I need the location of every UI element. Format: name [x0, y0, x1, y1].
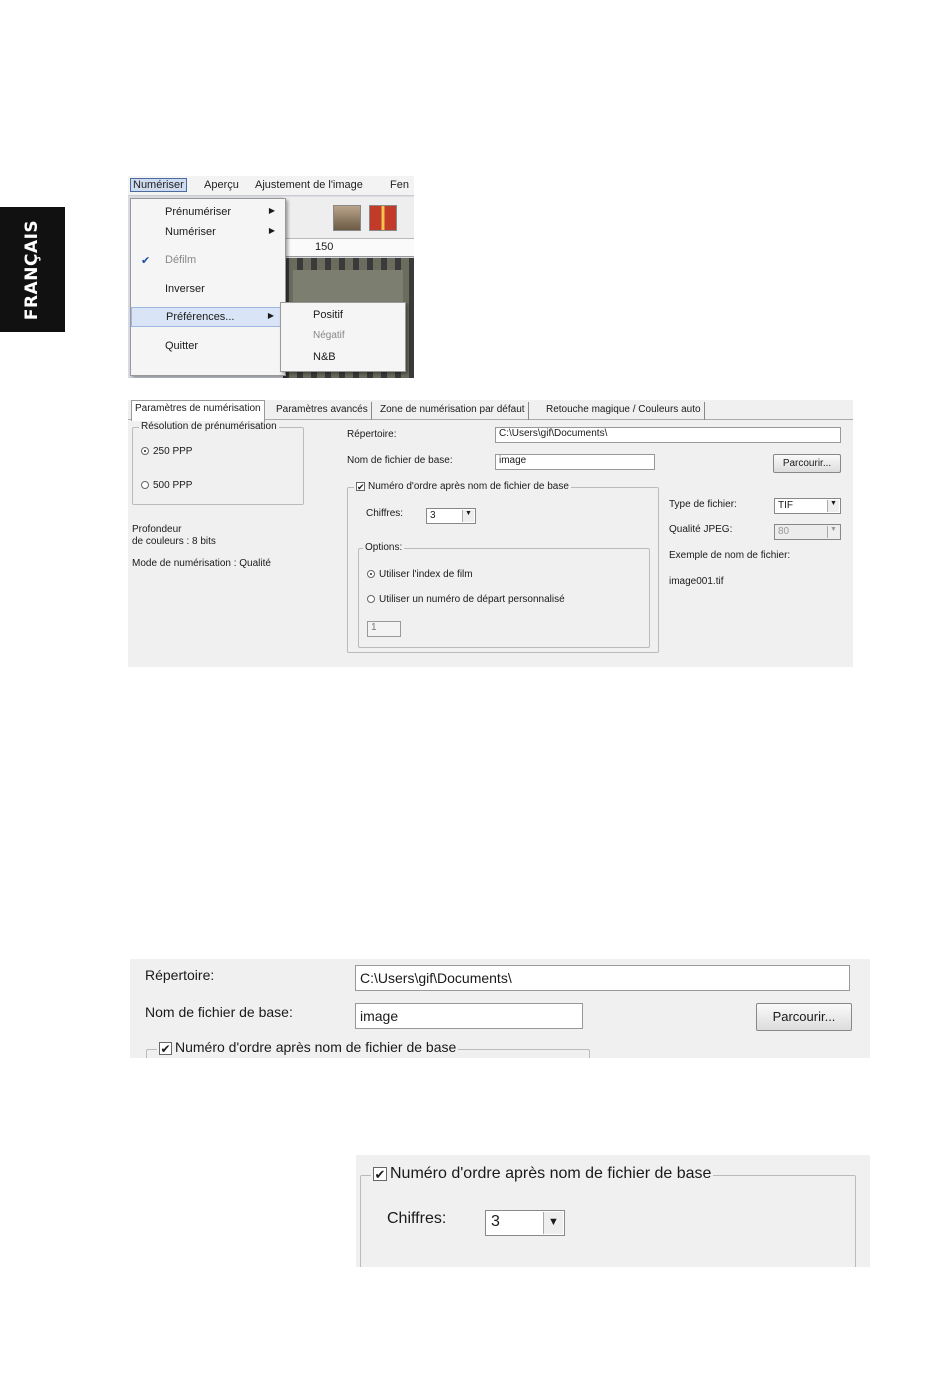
tab-bar [128, 400, 853, 420]
menu-item-inverser[interactable]: Inverser [165, 283, 205, 295]
chevron-down-icon: ▼ [462, 510, 474, 522]
sequence-group [360, 1165, 856, 1267]
example-value: image001.tif [669, 576, 724, 587]
menubar [128, 176, 414, 196]
basename-input[interactable]: image [355, 1003, 583, 1029]
submenu-item-positif[interactable]: Positif [313, 309, 343, 321]
tab-zone-numerisation[interactable]: Zone de numérisation par défaut [377, 402, 529, 420]
menu-item-defilm[interactable]: ✔ Défilm [141, 254, 197, 267]
start-number-input[interactable]: 1 [367, 621, 401, 637]
res-option-500[interactable]: 500 PPP [141, 480, 192, 491]
res-option-250[interactable]: 250 PPP [141, 446, 192, 457]
radio-icon [367, 595, 375, 603]
book-icon[interactable] [369, 205, 397, 231]
menu-numeriser[interactable]: Numériser [130, 178, 187, 192]
options-group [358, 542, 650, 648]
menu-item-quitter[interactable]: Quitter [165, 340, 199, 352]
checkbox-checked-icon: ✔ [374, 1167, 386, 1182]
menu-item-preferences[interactable]: Préférences... ▶ [131, 307, 285, 327]
menu-apercu[interactable]: Aperçu [204, 179, 239, 191]
submenu-arrow-icon: ▶ [268, 226, 275, 235]
menu-fenetre[interactable]: Fen [390, 179, 409, 191]
browse-button[interactable]: Parcourir... [773, 454, 841, 473]
tab-parametres-numerisation[interactable]: Paramètres de numérisation [131, 400, 265, 421]
directory-label: Répertoire: [347, 429, 397, 440]
chevron-down-icon: ▼ [543, 1212, 563, 1234]
ruler-mark: 150 [315, 241, 334, 253]
browse-button[interactable]: Parcourir... [756, 1003, 852, 1031]
sequence-checkbox[interactable]: ✔ Numéro d'ordre après nom de fichier de base [354, 481, 571, 492]
checkbox-checked-icon: ✔ [357, 482, 365, 492]
scanner-icon[interactable] [333, 205, 361, 231]
basename-input[interactable]: image [495, 454, 655, 470]
sequence-group [347, 481, 659, 653]
toolbar [283, 197, 414, 239]
submenu-item-nb[interactable]: N&B [313, 351, 336, 363]
color-depth-value: de couleurs : 8 bits [132, 536, 216, 547]
filetype-label: Type de fichier: [669, 499, 737, 510]
submenu-arrow-icon: ▶ [268, 206, 275, 215]
scan-settings-dialog [128, 400, 853, 667]
color-depth-label: Profondeur [132, 524, 182, 535]
basename-label: Nom de fichier de base: [347, 455, 453, 466]
submenu-arrow-icon: ▶ [267, 311, 274, 320]
options-legend: Options: [365, 542, 403, 553]
submenu-item-negatif[interactable]: Négatif [313, 330, 345, 341]
menu-item-prenumeriser[interactable]: Prénumériser ▶ [165, 206, 275, 218]
example-label: Exemple de nom de fichier: [669, 550, 791, 561]
tab-retouche-magique[interactable]: Retouche magique / Couleurs auto [543, 402, 705, 420]
directory-label: Répertoire: [145, 967, 215, 983]
basename-label: Nom de fichier de base: [145, 1004, 293, 1020]
filetype-select[interactable]: TIF ▼ [774, 498, 841, 514]
digits-select[interactable]: 3 ▼ [485, 1210, 565, 1236]
jpeg-quality-select[interactable]: 80 ▼ [774, 524, 841, 540]
chevron-down-icon: ▼ [827, 526, 839, 538]
resolution-group [132, 421, 304, 505]
option-custom-start[interactable]: Utiliser un numéro de départ personnalisé [367, 594, 565, 605]
radio-icon [141, 481, 149, 489]
digits-select[interactable]: 3 ▼ [426, 508, 476, 524]
preferences-submenu [280, 302, 406, 372]
digits-label: Chiffres: [387, 1210, 447, 1227]
checkbox-checked-icon: ✔ [160, 1042, 171, 1056]
menu-screenshot [128, 176, 414, 378]
scan-mode: Mode de numérisation : Qualité [132, 558, 271, 569]
radio-selected-icon [141, 447, 149, 455]
sequence-group [146, 1039, 590, 1058]
digits-detail-screenshot [356, 1155, 870, 1267]
directory-input[interactable]: C:\Users\gif\Documents\ [355, 965, 850, 991]
digits-label: Chiffres: [366, 508, 404, 519]
jpeg-quality-label: Qualité JPEG: [669, 524, 733, 535]
tab-parametres-avances[interactable]: Paramètres avancés [273, 402, 372, 420]
radio-selected-icon [367, 570, 375, 578]
filename-detail-screenshot [130, 959, 870, 1058]
sequence-checkbox[interactable]: ✔ Numéro d'ordre après nom de fichier de base [371, 1165, 713, 1183]
menu-item-numeriser[interactable]: Numériser ▶ [165, 226, 275, 238]
resolution-legend: Résolution de prénumérisation [141, 421, 277, 432]
directory-input[interactable]: C:\Users\gif\Documents\ [495, 427, 841, 443]
sequence-checkbox[interactable]: ✔ Numéro d'ordre après nom de fichier de base [157, 1039, 458, 1055]
option-film-index[interactable]: Utiliser l'index de film [367, 569, 473, 580]
checkmark-icon: ✔ [141, 255, 151, 267]
menu-ajustement[interactable]: Ajustement de l'image [255, 179, 363, 191]
ruler [283, 239, 414, 257]
language-label: FRANÇAIS [22, 219, 43, 320]
language-side-tab [0, 207, 65, 332]
chevron-down-icon: ▼ [827, 500, 839, 512]
numeriser-dropdown-menu [130, 198, 286, 376]
